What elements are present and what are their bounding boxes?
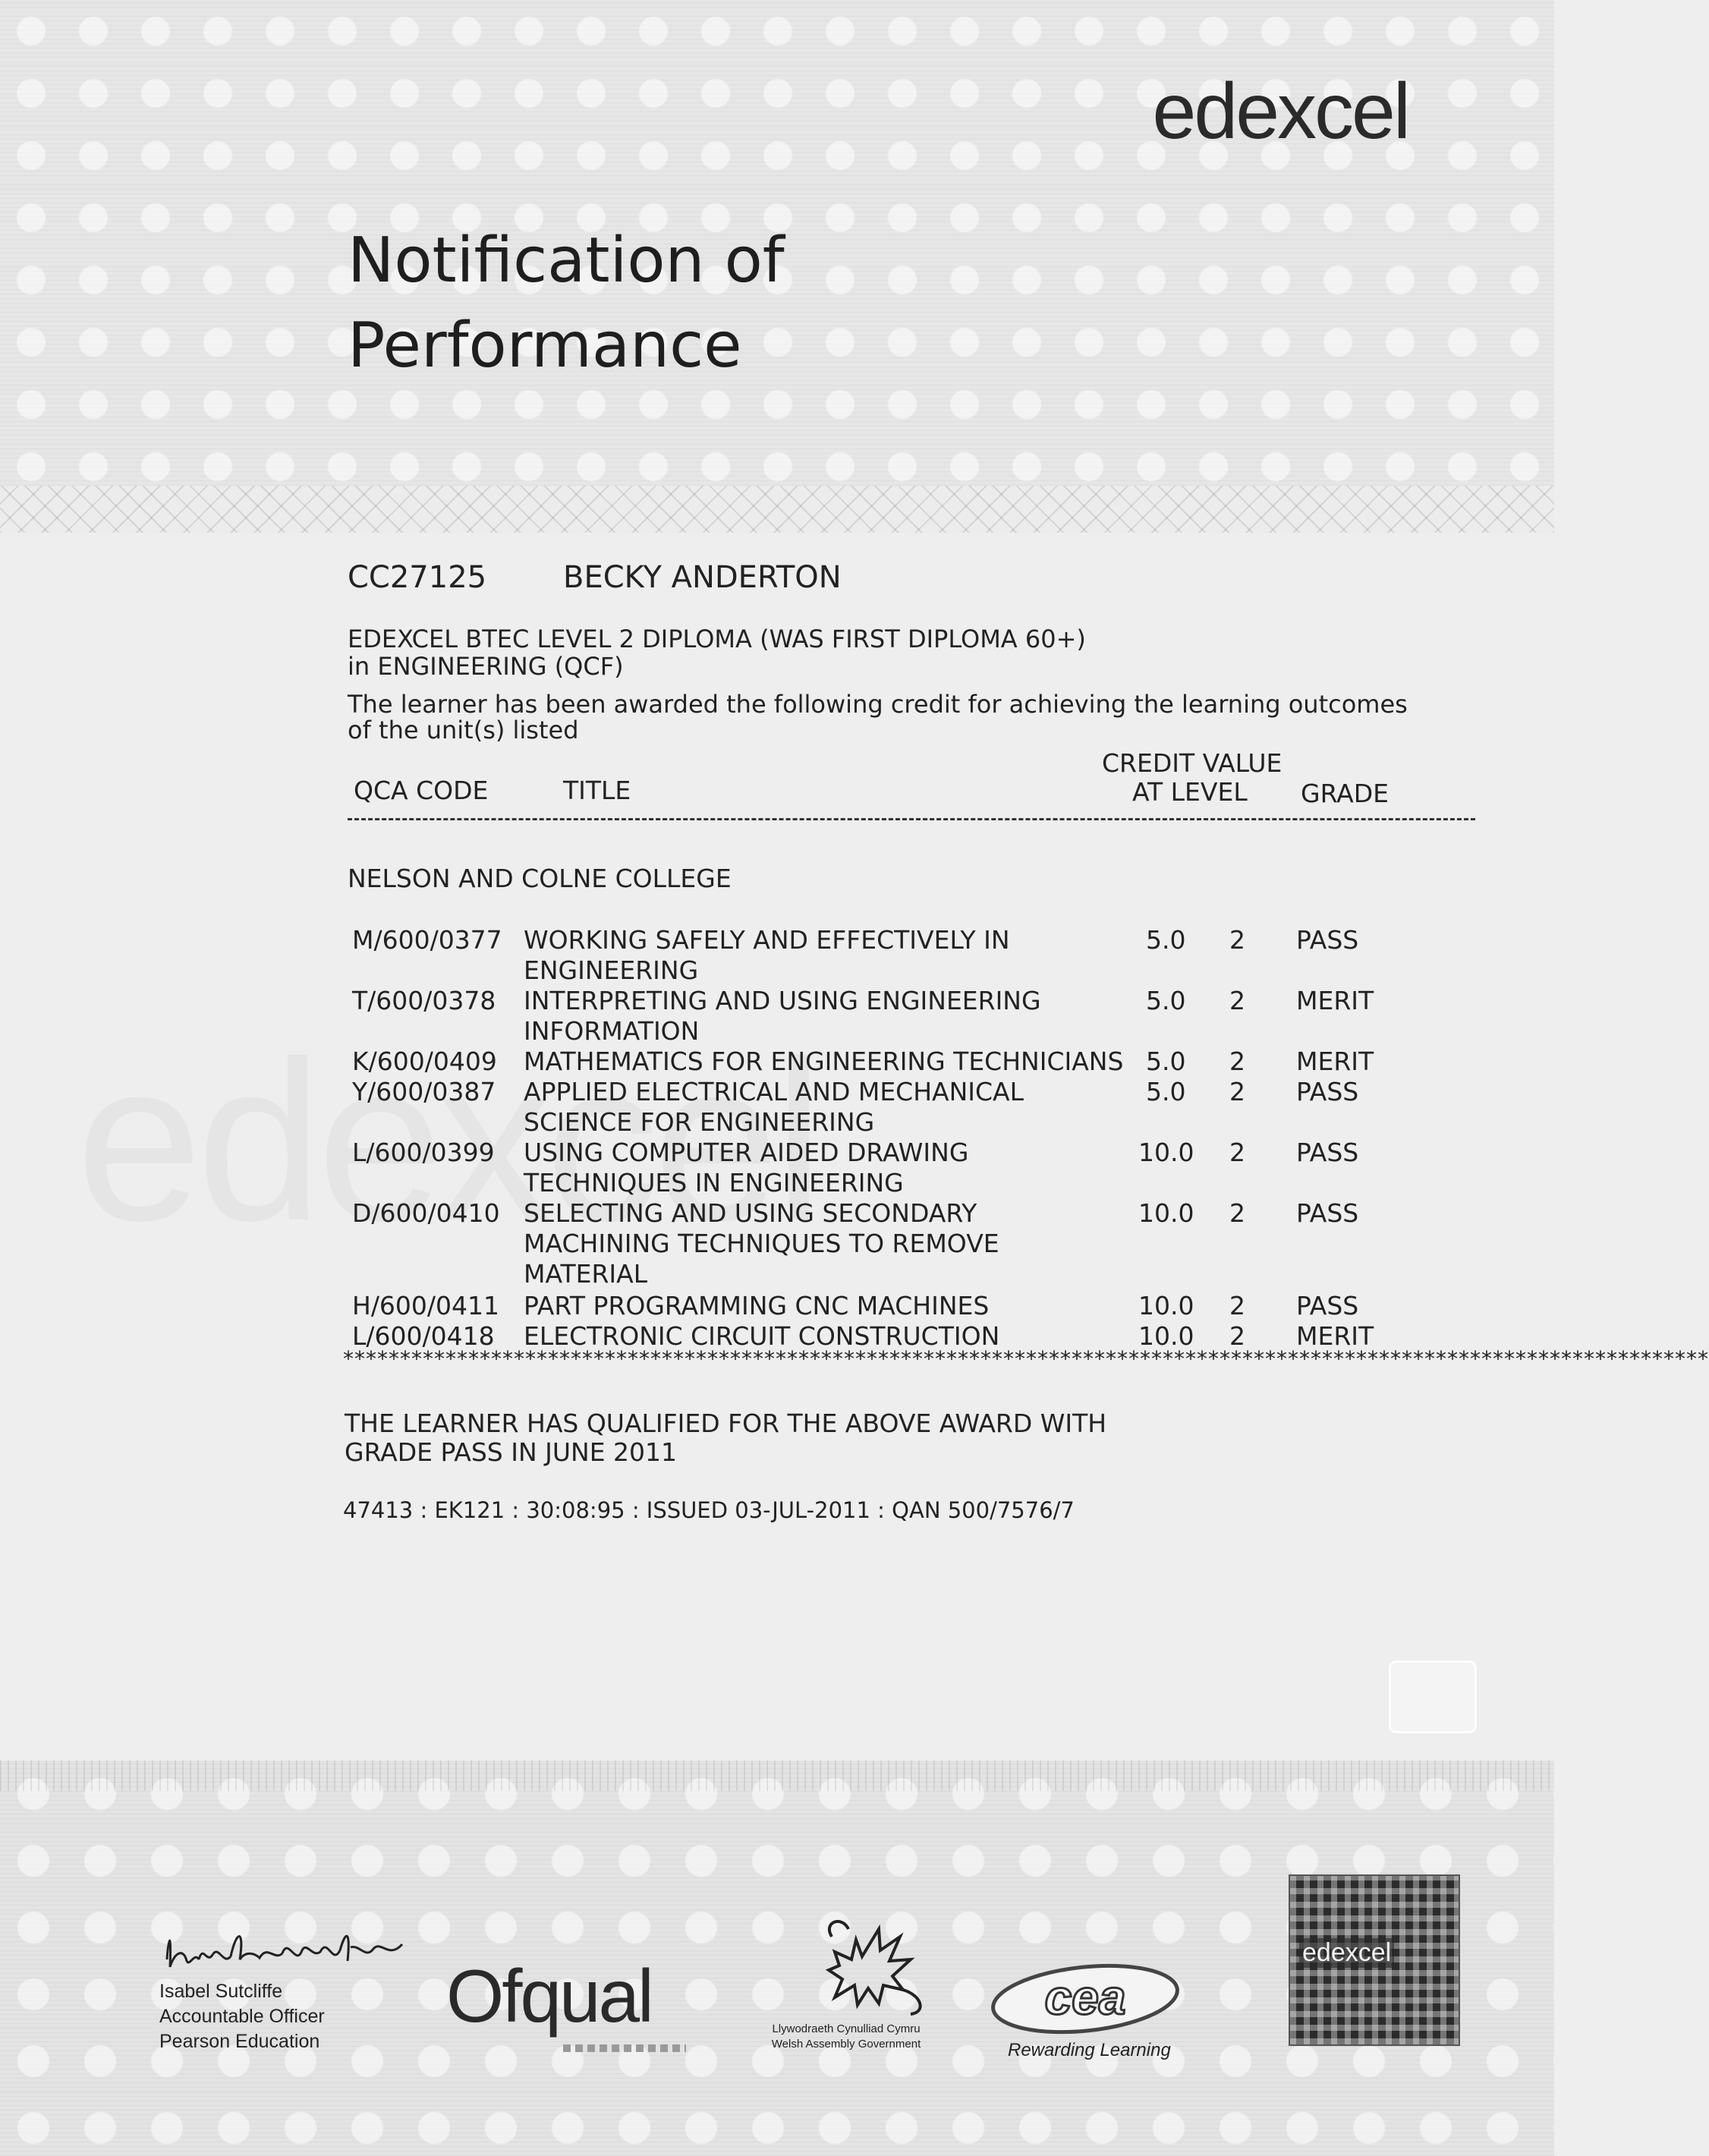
qualification-line-3: The learner has been awarded the following credit for achieving the learning outcomes <box>348 690 1408 719</box>
credit-value: 5.0 <box>1146 1077 1186 1106</box>
grade: PASS <box>1296 1198 1359 1228</box>
unit-title: PART PROGRAMMING CNC MACHINES <box>524 1291 990 1320</box>
header-title: TITLE <box>563 776 631 805</box>
qualification-line-2: in ENGINEERING (QCF) <box>348 652 624 681</box>
award-line-1: THE LEARNER HAS QUALIFIED FOR THE ABOVE AWARD WITH <box>345 1408 1107 1438</box>
signatory-role: Accountable Officer <box>159 2006 325 2027</box>
qca-code: L/600/0399 <box>352 1138 495 1167</box>
grade: PASS <box>1296 1138 1359 1167</box>
guilloche-strip <box>0 486 1554 533</box>
level: 2 <box>1229 1291 1245 1320</box>
title-line-2: Performance <box>348 310 742 382</box>
header-qca-code: QCA CODE <box>354 776 489 805</box>
grade: PASS <box>1296 925 1359 955</box>
qualification-line-1: EDEXCEL BTEC LEVEL 2 DIPLOMA (WAS FIRST DIPLOMA 60+) <box>348 625 1086 653</box>
security-mark <box>1389 1660 1477 1733</box>
welsh-dragon-icon <box>789 1906 933 2019</box>
unit-title-cont: ENGINEERING <box>524 955 699 985</box>
qca-code: M/600/0377 <box>352 925 502 955</box>
credit-value: 5.0 <box>1146 986 1186 1015</box>
asterisk-divider: ************************************************************************************************************************ <box>343 1346 1709 1371</box>
signatory-name: Isabel Sutcliffe <box>159 1981 283 2002</box>
header-grade: GRADE <box>1301 779 1389 808</box>
level: 2 <box>1229 1198 1245 1228</box>
level: 2 <box>1229 1138 1245 1167</box>
credit-value: 5.0 <box>1146 925 1186 955</box>
edexcel-logo: edexcel <box>1152 68 1408 156</box>
level: 2 <box>1229 925 1245 955</box>
centre-name: NELSON AND COLNE COLLEGE <box>348 864 732 893</box>
grade: MERIT <box>1296 1047 1374 1076</box>
credit-value: 10.0 <box>1138 1291 1194 1320</box>
level: 2 <box>1229 1077 1245 1106</box>
candidate-number: CC27125 <box>348 560 487 595</box>
credit-value: 10.0 <box>1138 1198 1194 1228</box>
award-line-2: GRADE PASS IN JUNE 2011 <box>345 1437 678 1467</box>
welsh-line-2: Welsh Assembly Government <box>771 2038 921 2051</box>
grade: PASS <box>1296 1291 1359 1320</box>
learner-name: BECKY ANDERTON <box>563 560 842 595</box>
unit-title: MATHEMATICS FOR ENGINEERING TECHNICIANS <box>524 1047 1124 1076</box>
welsh-assembly-text <box>751 2022 941 2052</box>
qca-code: L/600/0418 <box>352 1321 495 1351</box>
title-line-1: Notification of <box>348 225 785 297</box>
cea-wordmark: cea <box>1044 1970 1126 2025</box>
cea-tagline: Rewarding Learning <box>1008 2040 1171 2060</box>
ofqual-logo-bar <box>563 2044 686 2052</box>
page-title <box>348 219 785 389</box>
header-credit-value: CREDIT VALUE <box>1102 748 1283 778</box>
credit-value: 5.0 <box>1146 1047 1186 1076</box>
unit-title-cont: MACHINING TECHNIQUES TO REMOVE <box>524 1229 999 1258</box>
grade: MERIT <box>1296 986 1374 1015</box>
unit-title: USING COMPUTER AIDED DRAWING <box>524 1138 969 1167</box>
level: 2 <box>1229 1321 1245 1351</box>
issue-reference: 47413 : EK121 : 30:08:95 : ISSUED 03-JUL-2011 : QAN 500/7576/7 <box>343 1497 1075 1523</box>
cea-logo <box>987 1959 1184 2043</box>
credit-value: 10.0 <box>1138 1321 1194 1351</box>
unit-title: INTERPRETING AND USING ENGINEERING <box>524 986 1041 1015</box>
unit-title: APPLIED ELECTRICAL AND MECHANICAL <box>524 1077 1024 1106</box>
level: 2 <box>1229 986 1245 1015</box>
qca-code: D/600/0410 <box>352 1198 500 1228</box>
signatory-org: Pearson Education <box>159 2031 320 2052</box>
unit-title-cont: MATERIAL <box>524 1259 648 1289</box>
unit-title-cont: TECHNIQUES IN ENGINEERING <box>524 1168 904 1198</box>
footer-edge <box>0 1761 1554 1791</box>
header-at-level: AT LEVEL <box>1132 777 1248 807</box>
signatory-block <box>159 1979 325 2054</box>
unit-title-cont: INFORMATION <box>524 1016 700 1046</box>
qualification-line-4: of the unit(s) listed <box>348 716 579 744</box>
ofqual-logo: Ofqual <box>446 1954 652 2038</box>
hologram-text: edexcel <box>1299 1938 1394 1968</box>
grade: MERIT <box>1296 1321 1374 1351</box>
qca-code: T/600/0378 <box>352 986 496 1015</box>
unit-title: WORKING SAFELY AND EFFECTIVELY IN <box>524 925 1010 955</box>
credit-value: 10.0 <box>1138 1138 1194 1167</box>
qca-code: H/600/0411 <box>352 1291 500 1320</box>
grade: PASS <box>1296 1077 1359 1106</box>
header-divider <box>348 818 1475 820</box>
unit-title: ELECTRONIC CIRCUIT CONSTRUCTION <box>524 1321 1000 1351</box>
unit-title-cont: SCIENCE FOR ENGINEERING <box>524 1107 875 1137</box>
unit-title: SELECTING AND USING SECONDARY <box>524 1198 977 1228</box>
qca-code: Y/600/0387 <box>352 1077 496 1106</box>
level: 2 <box>1229 1047 1245 1076</box>
welsh-line-1: Llywodraeth Cynulliad Cymru <box>772 2022 921 2035</box>
qca-code: K/600/0409 <box>352 1047 497 1076</box>
signature-image <box>161 1914 411 1982</box>
